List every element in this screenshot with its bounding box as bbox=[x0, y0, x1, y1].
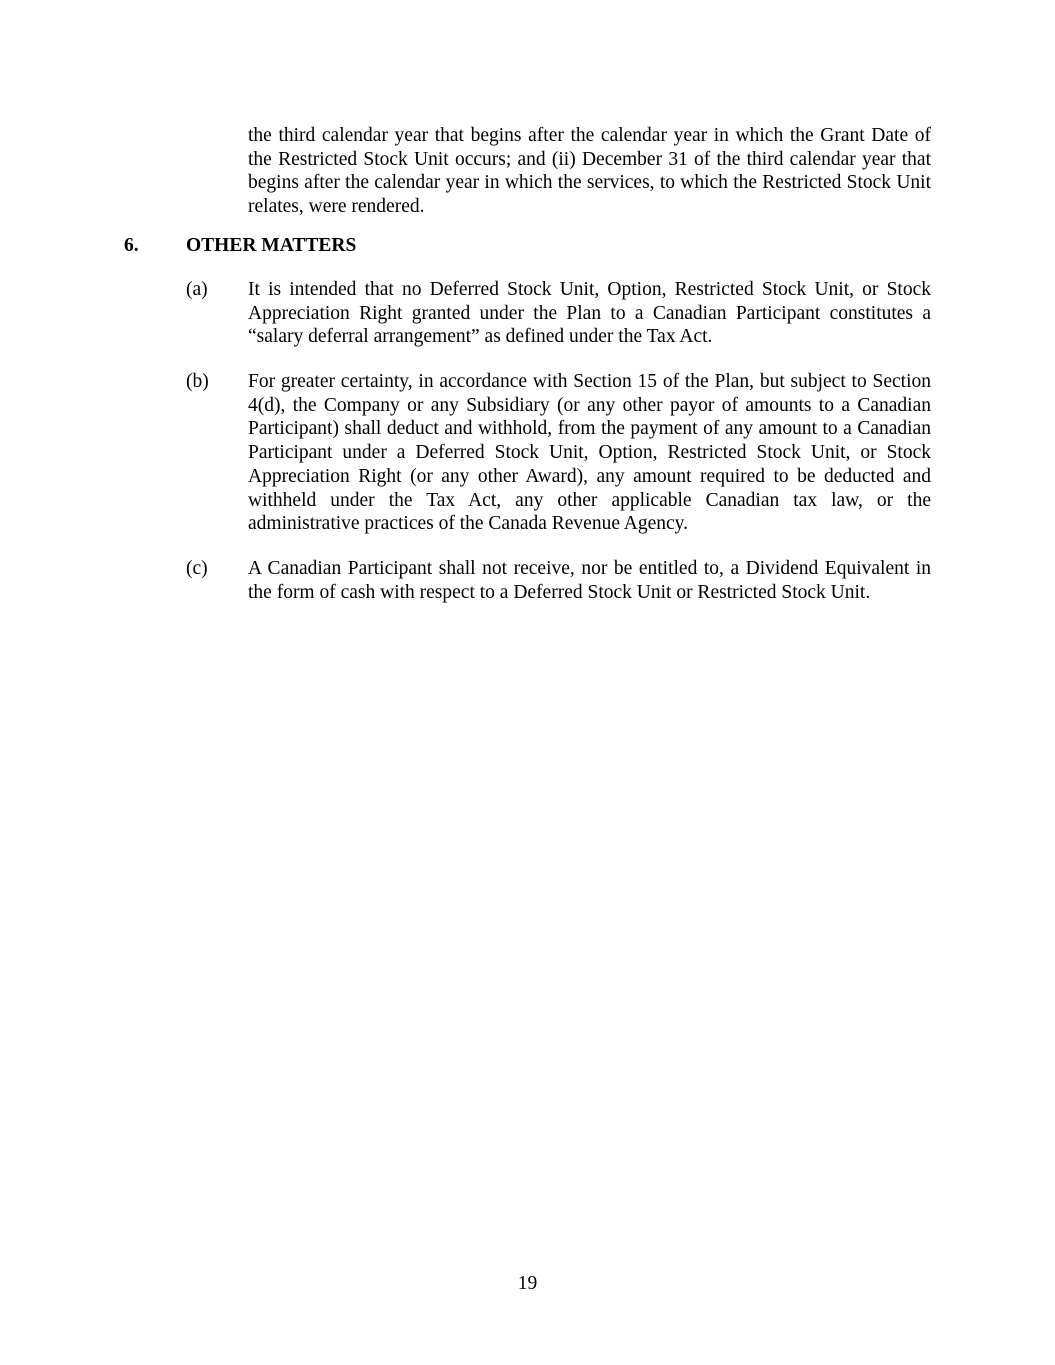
item-text: A Canadian Participant shall not receive, nor be entitled to, a Dividend Equivalent in the form of cash with respect to a Deferred Stock Unit or Restricted Stock Unit. bbox=[248, 558, 931, 603]
list-item-b bbox=[186, 370, 931, 536]
item-text: It is intended that no Deferred Stock Unit, Option, Restricted Stock Unit, or Stock Appreciation Right granted under the Plan to a Canadian Participant constitutes a “salary deferral arrangement” as defined under the Tax Act. bbox=[248, 279, 931, 348]
list-item-c bbox=[186, 557, 931, 604]
page-number: 19 bbox=[517, 1273, 538, 1294]
section-number: 6. bbox=[124, 235, 139, 256]
item-label: (a) bbox=[186, 279, 208, 300]
list-item-a bbox=[186, 278, 931, 349]
item-text: For greater certainty, in accordance with Section 15 of the Plan, but subject to Section 4(d), the Company or any Subsidiary (or any other payor of amounts to a Canadian Participant) shall deduct and withhold, from the payment of any amount to a Canadian Participant under a Deferred Stock Unit, Option, Restricted Stock Unit, or Stock Appreciation Right (or any other Award), any amount required to be deducted and withheld under the Tax Act, any other applicable Canadian tax law, or the administrative practices of the Canada Revenue Agency. bbox=[248, 371, 931, 535]
continuation-paragraph: the third calendar year that begins after the calendar year in which the Grant Date of the Restricted Stock Unit occurs; and (ii) December 31 of the third calendar year that begins after the calendar year in which the services, to which the Restricted Stock Unit relates, were rendered. bbox=[248, 125, 931, 218]
section-title: OTHER MATTERS bbox=[186, 235, 357, 256]
item-label: (b) bbox=[186, 371, 209, 392]
item-label: (c) bbox=[186, 558, 208, 579]
